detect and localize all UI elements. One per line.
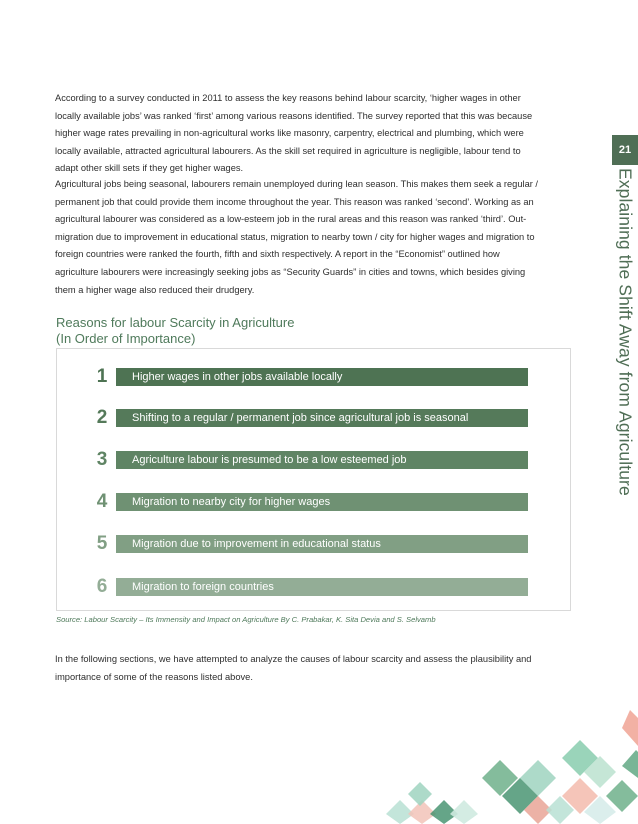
following-sections-paragraph: In the following sections, we have attempted to analyze the causes of labour scarcity and assess the plausibility and importance of some of the reasons listed above. <box>55 654 532 682</box>
reason-bar: Migration to foreign countries <box>116 578 528 596</box>
source-citation: Source: Labour Scarcity – Its Immensity and Impact on Agriculture By C. Prabakar, K. Sita Devia and S. Selvamb <box>56 615 436 624</box>
reason-rank: 3 <box>88 447 116 473</box>
side-chapter-title: Explaining the Shift Away from Agriculture <box>615 168 636 496</box>
reasons-title-line2: (In Order of Importance) <box>56 331 196 346</box>
diamond-shape <box>408 782 432 806</box>
diamond-shape <box>450 800 478 824</box>
reason-rank: 2 <box>88 405 116 431</box>
seasonal-paragraph: Agricultural jobs being seasonal, labourers remain unemployed during lean season. This makes them seek a regular / permanent job that could provide them income throughout the year. This reason was ranked ‘second’. Working as an agricultural labourer was considered as a low-esteem job in the rural areas and this reason was ranked ‘third’. Out-migration due to improvement in educational status, migration to nearby town / city for higher wages and migration to foreign countries were ranked the fourth, fifth and sixth respectively. A report in the “Economist” outlined how agriculture labourers were increasingly seeking jobs as “Security Guards” in cities and towns, which besides giving them a higher wage also reduced their drudgery. <box>55 179 539 295</box>
reason-rank: 1 <box>88 364 116 390</box>
reasons-box-title <box>56 315 294 347</box>
reason-bar: Higher wages in other jobs available locally <box>116 368 528 386</box>
diamond-shape <box>622 750 638 778</box>
page-number-tab <box>612 135 638 165</box>
intro-paragraph: According to a survey conducted in 2011 to assess the key reasons behind labour scarcity, ‘higher wages in other locally available jobs’ was ranked ‘first’ among various reasons identified. The survey reported that this was because higher wage rates prevailing in non-agricultural works like masonry, carpentry, electrical and plumbing, which were locally available, attracted agricultural labourers. As the skill set required in agriculture is negligible, labour tend to adapt other skill sets if they get higher wages. <box>55 93 533 174</box>
reason-rank: 6 <box>88 574 116 600</box>
diamond-shape <box>622 710 638 746</box>
reason-bar: Shifting to a regular / permanent job since agricultural job is seasonal <box>116 409 528 427</box>
reasons-title-line1: Reasons for labour Scarcity in Agriculture <box>56 315 295 330</box>
reasons-box <box>56 348 571 611</box>
decorative-diamond-pattern <box>360 700 638 824</box>
diamond-shape <box>386 800 414 824</box>
reason-bar: Agriculture labour is presumed to be a low esteemed job <box>116 451 528 469</box>
reason-rank: 5 <box>88 531 116 557</box>
reason-bar: Migration due to improvement in educational status <box>116 535 528 553</box>
page-number: 21 <box>618 144 632 156</box>
reason-bar: Migration to nearby city for higher wages <box>116 493 528 511</box>
reason-rank: 4 <box>88 489 116 515</box>
